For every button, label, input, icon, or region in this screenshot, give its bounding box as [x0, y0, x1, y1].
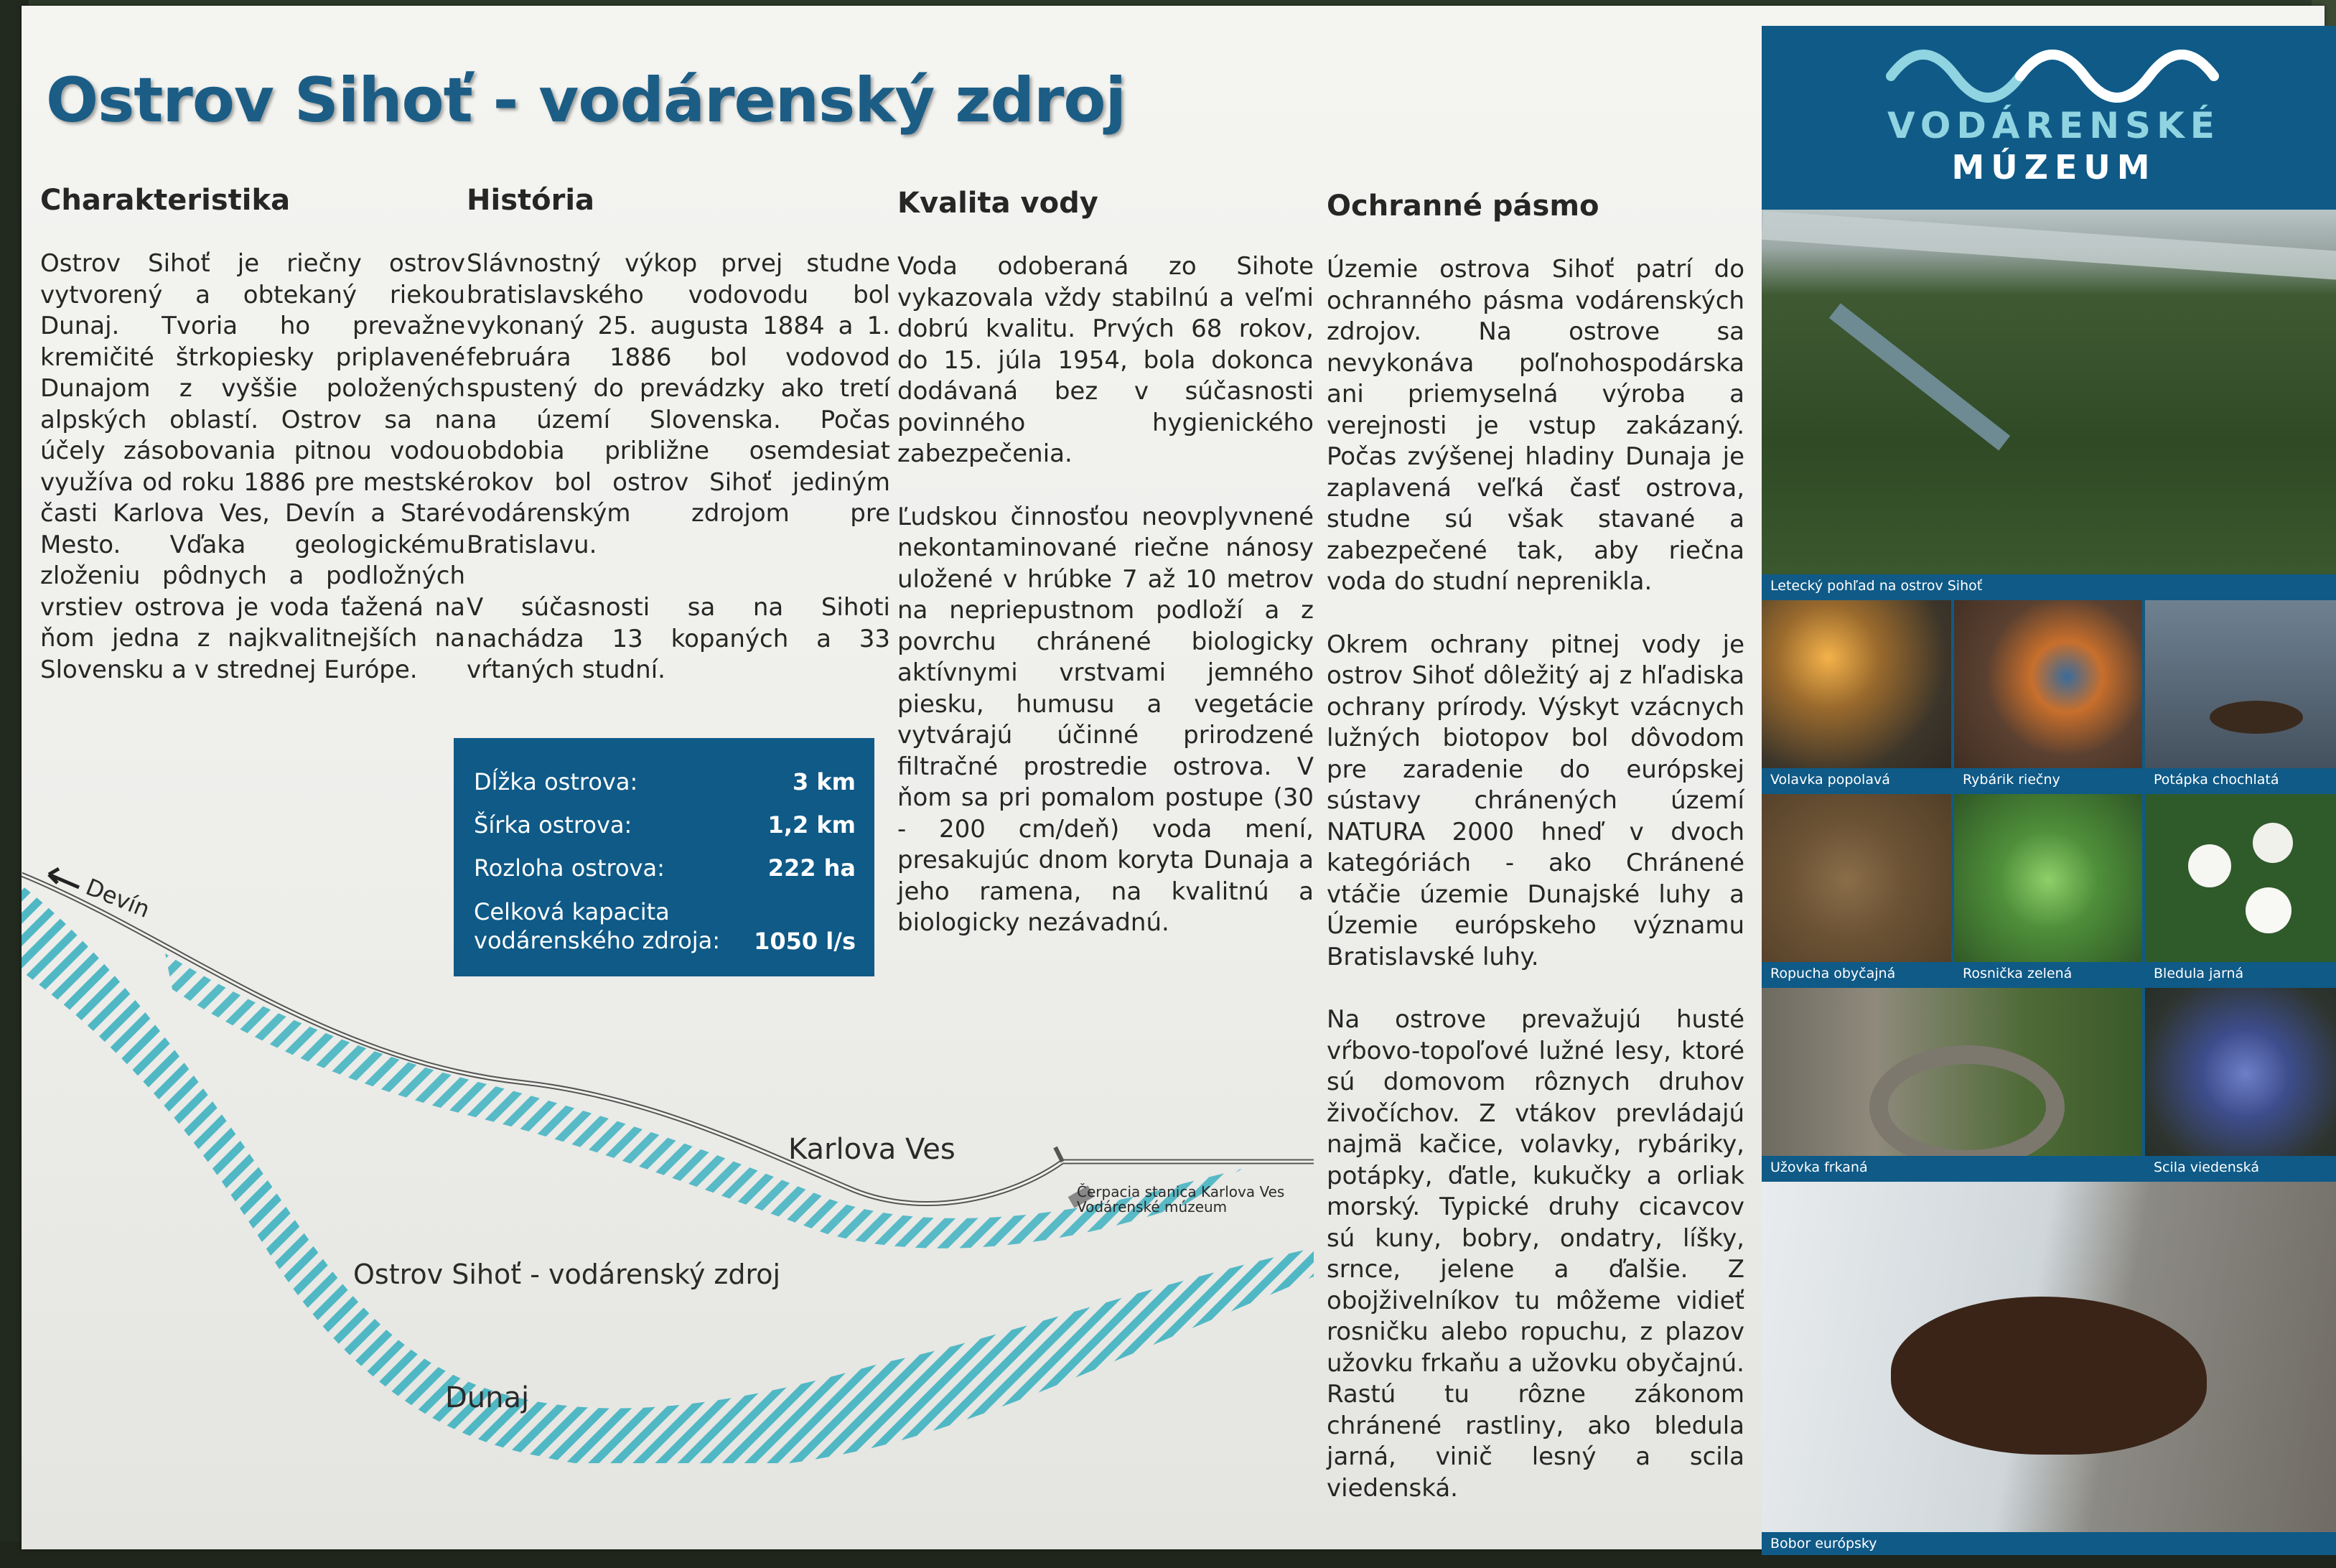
- column-paragraph: Voda odoberaná zo Sihote vykazovala vždy stabilnú a veľmi dobrú kvalitu. Prvých 68 rokov, do 15. júla 1954, bola dokonca dodávaná bez v súčasnosti povinného hygienického zabezpečenia.: [897, 252, 1314, 468]
- devin-arrow: [49, 869, 79, 887]
- heron-photo: [1762, 600, 1951, 791]
- column-paragraph: Územie ostrova Sihoť patrí do ochranného pásma vodárenských zdrojov. Na ostrove sa nevykonáva poľnohospodárska ani priemyselná výroba a verejnosti je vstup zakázaný. Počas zvýšenej hladiny Dunaja je zaplavená veľká časť ostrova, studne sú však stavané a zabezpečené tak, aby riečna voda do studní neprenikla.: [1327, 255, 1744, 596]
- photo-caption: Bledula jarná: [2145, 962, 2336, 985]
- photo-caption: Ropucha obyčajná: [1762, 962, 1951, 985]
- fact-row: [474, 768, 856, 795]
- map-label-devin: Devín: [82, 873, 154, 923]
- column-kvalita-vody: [897, 187, 1314, 939]
- fact-value: 3 km: [792, 768, 856, 795]
- fact-label: Rozloha ostrova:: [474, 854, 665, 882]
- column-paragraph: V súčasnosti sa na Sihoti nachádza 13 kopaných a 33 vŕtaných studní.: [467, 593, 890, 684]
- logo-text-line2: MÚZEUM: [1951, 148, 2157, 187]
- island-map: [22, 846, 1314, 1463]
- beaver-photo: [1762, 1182, 2336, 1555]
- snowflake-flower-photo: [2145, 794, 2336, 985]
- photo-caption: Rosnička zelená: [1954, 962, 2142, 985]
- aerial-photo: [1762, 210, 2336, 597]
- board-title: Ostrov Sihoť - vodárenský zdroj: [46, 65, 1126, 136]
- column-paragraph: Ostrov Sihoť je riečny ostrov vytvorený a obtekaný riekou Dunaj. Tvoria ho prevažne kremičité štrkopiesky priplavené Dunajom z vyššie položených alpských oblastí. Ostrov sa na účely zásobovania pitnou vodou využíva od roku 1886 pre mestské časti Karlova Ves, Devín a Staré Mesto. Vďaka geologickému zloženiu pôdnych a podložných vrstiev ostrova je voda ťažená na ňom jedna z najkvalitnejších na Slovensku a v strednej Európe.: [40, 249, 465, 684]
- fact-label: Šírka ostrova:: [474, 811, 632, 839]
- photo-caption: Scila viedenská: [2145, 1156, 2336, 1179]
- fact-value: 1,2 km: [767, 811, 856, 839]
- map-label-karlova-ves: Karlova Ves: [788, 1133, 956, 1166]
- column-heading: Kvalita vody: [897, 187, 1098, 220]
- station-line-2: Vodárenské múzeum: [1077, 1198, 1228, 1215]
- kingfisher-photo: [1954, 600, 2142, 791]
- fact-value: 222 ha: [767, 854, 856, 882]
- column-heading: Charakteristika: [40, 184, 291, 217]
- fact-label: Dĺžka ostrova:: [474, 768, 638, 795]
- photo-caption: Rybárik riečny: [1954, 768, 2142, 791]
- map-drawing: [22, 846, 1314, 1463]
- vodarenske-muzeum-logo: [1762, 26, 2336, 205]
- column-paragraph: Okrem ochrany pitnej vody je ostrov Sihoť dôležitý aj z hľadiska ochrany prírody. Výskyt vzácnych lužných biotopov bol dôvodom pre zaradenie do európskej sústavy chránených území NATURA 2000 hneď v dvoch kategóriách - ako Chránené vtáčie územie Dunajské luhy a Územie európskeho významu Bratislavské luhy.: [1327, 630, 1744, 971]
- column-paragraph: Na ostrove prevažujú husté vŕbovo-topoľové lužné lesy, ktoré sú domovom rôznych druhov živočíchov. Z vtákov prevládajú najmä kačice, volavky, rybáriky, potápky, ďatle, kukučky a orliak morský. Typické druhy cicavcov sú kuny, bobry, ondatry, líšky, srnce, jelene a ďalšie. Z obojživelníkov tu môžeme vidieť rosničku alebo ropuchu, z plazov užovku frkaňu a užovku obyčajnú. Rastú tu rôzne zákonom chránené rastliny, ako bledula jarná, vinič lesný a scila viedenská.: [1327, 1005, 1744, 1503]
- column-historia: [467, 184, 890, 686]
- photo-caption: Užovka frkaná: [1762, 1156, 2142, 1179]
- fact-label: Celková kapacita vodárenského zdroja:: [474, 898, 721, 954]
- photo-sidebar: [1762, 26, 2336, 1555]
- photo-caption: Letecký pohľad na ostrov Sihoť: [1762, 574, 2336, 597]
- road-branch: [1055, 1147, 1062, 1162]
- fact-row: [474, 811, 856, 839]
- information-board: [22, 6, 2325, 1549]
- tree-frog-photo: [1954, 794, 2142, 985]
- map-label-dunaj: Dunaj: [445, 1381, 530, 1414]
- wave-logo-icon: [1762, 26, 2336, 105]
- grebe-photo: [2145, 600, 2336, 791]
- snake-photo: [1762, 988, 2142, 1179]
- column-heading: Ochranné pásmo: [1327, 190, 1599, 223]
- fact-value: 1050 l/s: [754, 928, 856, 955]
- squill-flower-photo: [2145, 988, 2336, 1179]
- column-charakteristika: [40, 184, 465, 686]
- column-paragraph: Ľudskou činnosťou neovplyvnené nekontaminované riečne nánosy uložené v hrúbke 7 až 10 metrov na nepriepustnom podloží a z povrchu chránené biologicky aktívnymi vrstvami jemného piesku, humusu a vegetácie vytvárajú účinné prirodzené filtračné prostredie ostrova. V ňom sa pri pomalom postupe (30 - 200 cm/deň) voda mení, presakujúc dnom koryta Dunaja a jeho ramena, na kvalitnú a biologicky nezávadnú.: [897, 502, 1314, 937]
- photo-caption: Bobor európsky: [1762, 1532, 2336, 1555]
- logo-text-line1: VODÁRENSKÉ: [1887, 105, 2220, 146]
- column-paragraph: Slávnostný výkop prvej studne bratislavského vodovodu bol vykonaný 25. augusta 1884 a 1. februára 1886 bol vodovod spustený do prevádzky ako tretí na území Slovenska. Počas obdobia približne osemdesiat rokov bol ostrov Sihoť jediným vodárenským zdrojom pre Bratislavu.: [467, 249, 890, 559]
- column-heading: História: [467, 184, 595, 217]
- map-label-station: [1077, 1185, 1284, 1215]
- station-line-1: Čerpacia stanica Karlova Ves: [1077, 1183, 1285, 1200]
- column-ochranne-pasmo: [1327, 190, 1744, 1504]
- photo-caption: Potápka chochlatá: [2145, 768, 2336, 791]
- photo-caption: Volavka popolavá: [1762, 768, 1951, 791]
- toad-photo: [1762, 794, 1951, 985]
- map-label-island: Ostrov Sihoť - vodárenský zdroj: [353, 1259, 781, 1290]
